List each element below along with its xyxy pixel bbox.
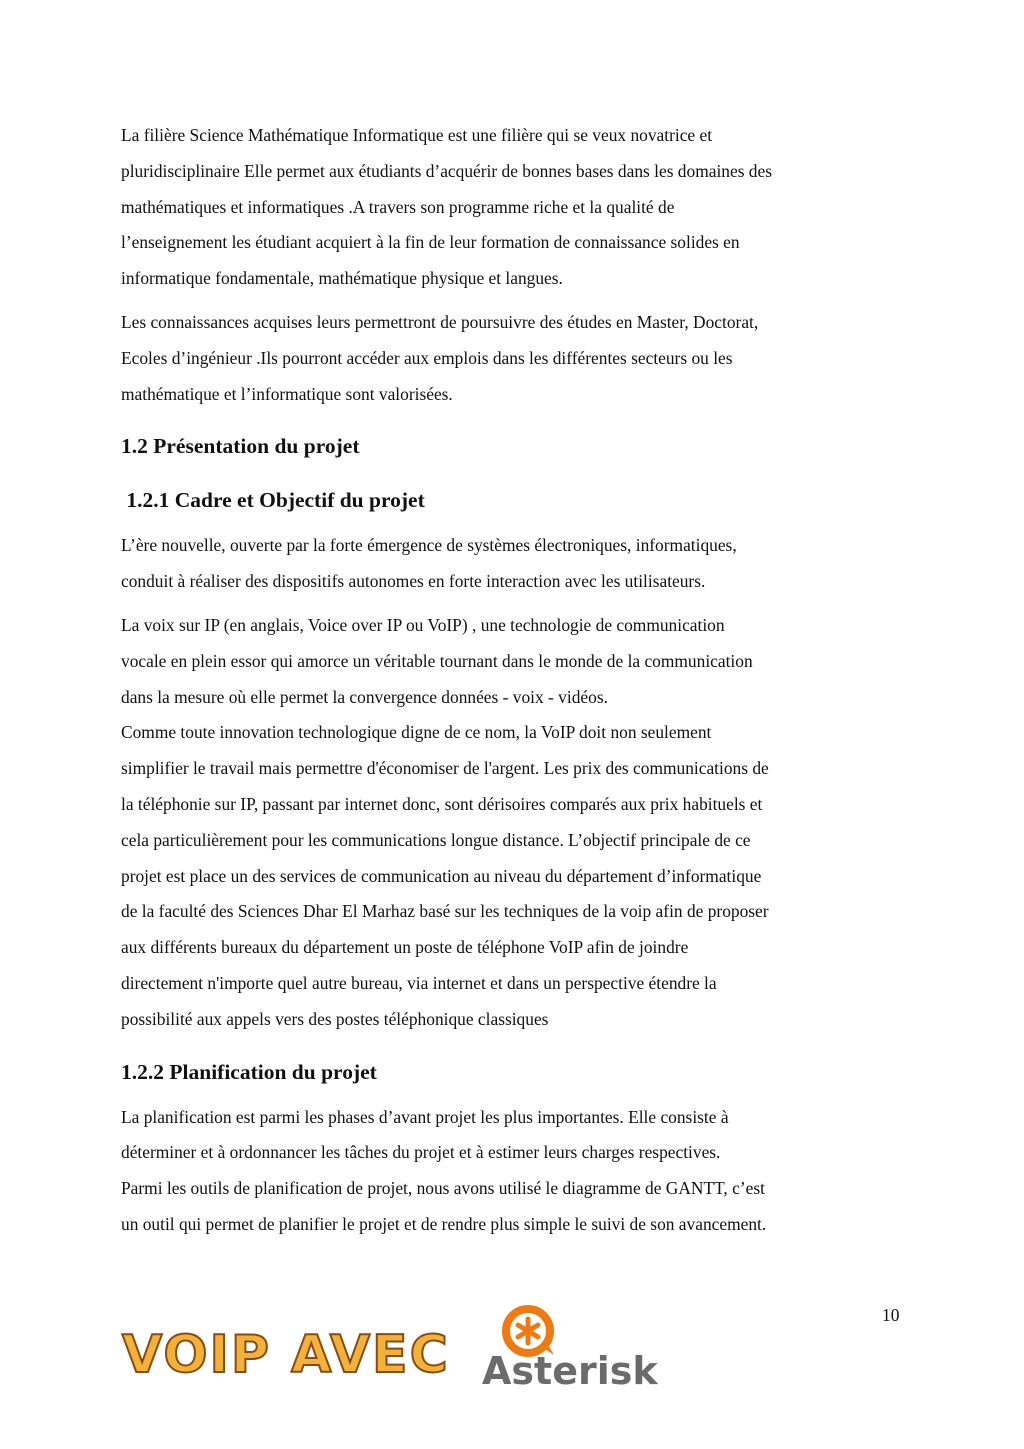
- section-heading-1-2-2: 1.2.2 Planification du projet: [121, 1059, 377, 1084]
- text-line: Comme toute innovation technologique digne de ce nom, la VoIP doit non seulement: [121, 722, 712, 743]
- paragraph-ere-nouvelle: [121, 528, 911, 600]
- text-line: aux différents bureaux du département un poste de téléphone VoIP afin de joindre: [121, 937, 689, 958]
- voip-avec-logo-text: VOIP AVEC: [122, 1325, 450, 1385]
- text-line: l’enseignement les étudiant acquiert à la fin de leur formation de connaissance solides en: [121, 232, 740, 253]
- paragraph-planification: [121, 1100, 911, 1243]
- text-line: La planification est parmi les phases d’avant projet les plus importantes. Elle consiste à: [121, 1106, 729, 1127]
- text-line: La voix sur IP (en anglais, Voice over IP ou VoIP) , une technologie de communication: [121, 614, 725, 635]
- text-line: un outil qui permet de planifier le projet et de rendre plus simple le suivi de son avancement.: [121, 1213, 767, 1234]
- footer-logo: [118, 1305, 663, 1397]
- text-line: Ecoles d’ingénieur .Ils pourront accéder aux emplois dans les différentes secteurs ou les: [121, 347, 733, 368]
- text-line: conduit à réaliser des dispositifs autonomes en forte interaction avec les utilisateurs.: [121, 571, 706, 592]
- asterisk-logo-text: Asterisk: [482, 1349, 658, 1393]
- paragraph-voip: [121, 608, 911, 1038]
- text-line: projet est place un des services de communication au niveau du département d’informatique: [121, 865, 762, 886]
- page-number: 10: [882, 1305, 900, 1325]
- text-line: informatique fondamentale, mathématique physique et langues.: [121, 268, 563, 289]
- text-line: simplifier le travail mais permettre d'économiser de l'argent. Les prix des communications de: [121, 758, 769, 779]
- text-line: dans la mesure où elle permet la convergence données - voix - vidéos.: [121, 686, 608, 707]
- page-content: [121, 118, 911, 1243]
- text-line: pluridisciplinaire Elle permet aux étudiants d’acquérir de bonnes bases dans les domaines des: [121, 160, 772, 181]
- text-line: possibilité aux appels vers des postes téléphonique classiques: [121, 1008, 549, 1029]
- text-line: La filière Science Mathématique Informatique est une filière qui se veux novatrice et: [121, 125, 713, 145]
- section-heading-1-2: 1.2 Présentation du projet: [121, 434, 360, 459]
- text-line: de la faculté des Sciences Dhar El Marhaz basé sur les techniques de la voip afin de proposer: [121, 901, 769, 922]
- text-line: L’ère nouvelle, ouverte par la forte émergence de systèmes électroniques, informatiques,: [121, 535, 737, 556]
- text-line: la téléphonie sur IP, passant par internet donc, sont dérisoires comparés aux prix habituels et: [121, 793, 763, 814]
- text-line: déterminer et à ordonnancer les tâches du projet et à estimer leurs charges respectives.: [121, 1142, 721, 1163]
- text-line: mathématiques et informatiques .A travers son programme riche et la qualité de: [121, 196, 675, 217]
- text-line: vocale en plein essor qui amorce un véritable tournant dans le monde de la communication: [121, 650, 753, 671]
- text-line: cela particulièrement pour les communications longue distance. L’objectif principale de ce: [121, 829, 751, 850]
- paragraph-connaissances: [121, 305, 911, 412]
- text-line: mathématique et l’informatique sont valorisées.: [121, 383, 453, 404]
- text-line: Les connaissances acquises leurs permettront de poursuivre des études en Master, Doctorat,: [121, 311, 759, 332]
- paragraph-filiere: [121, 118, 911, 297]
- text-line: Parmi les outils de planification de projet, nous avons utilisé le diagramme de GANTT, c’est: [121, 1178, 765, 1199]
- section-heading-1-2-1: 1.2.1 Cadre et Objectif du projet: [121, 488, 425, 513]
- text-line: directement n'importe quel autre bureau, via internet et dans un perspective étendre la: [121, 972, 717, 993]
